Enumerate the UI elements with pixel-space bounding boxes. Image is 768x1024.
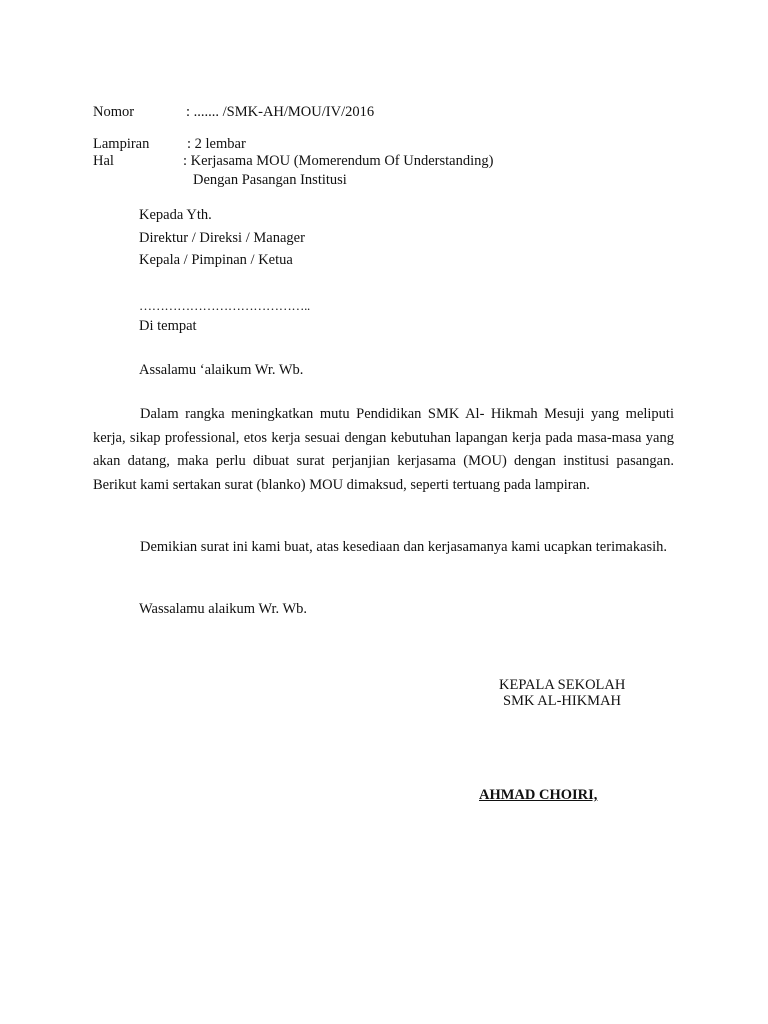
- closing: Wassalamu alaikum Wr. Wb.: [139, 601, 308, 617]
- hal-value-line1: : Kerjasama MOU (Momerendum Of Understanding): [183, 153, 494, 169]
- body-paragraph-2-text: Demikian surat ini kami buat, atas kesediaan dan kerjasamanya kami ucapkan terimakasih.: [140, 539, 668, 555]
- nomor-value: : ....... /SMK-AH/MOU/IV/2016: [186, 104, 375, 120]
- lampiran-value: : 2 lembar: [187, 136, 246, 152]
- recipient-line3: Kepala / Pimpinan / Ketua: [139, 252, 293, 268]
- nomor-label: Nomor: [93, 104, 135, 120]
- body-paragraph-2: [93, 536, 674, 560]
- recipient-line1: Kepada Yth.: [139, 207, 212, 223]
- recipient-dots: …………………………………..: [139, 298, 311, 313]
- signature-title-line2: SMK AL-HIKMAH: [503, 693, 622, 709]
- hal-value-line2: Dengan Pasangan Institusi: [193, 172, 347, 188]
- lampiran-label: Lampiran: [93, 136, 150, 152]
- hal-label: Hal: [93, 153, 114, 169]
- body-paragraph-1: [93, 403, 674, 497]
- recipient-location: Di tempat: [139, 318, 197, 334]
- recipient-line2: Direktur / Direksi / Manager: [139, 230, 305, 246]
- signature-name: AHMAD CHOIRI,: [479, 787, 598, 803]
- greeting: Assalamu ‘alaikum Wr. Wb.: [139, 362, 304, 378]
- signature-title-line1: KEPALA SEKOLAH: [499, 677, 626, 693]
- body-paragraph-1-text: Dalam rangka meningkatkan mutu Pendidikan SMK Al- Hikmah Mesuji yang meliputi kerja, sikap professional, etos kerja sesuai dengan kebutuhan lapangan kerja pada masa-masa yang akan datang, maka perlu dibuat surat perjanjian kerjasama (MOU) dengan institusi pasangan. Berikut kami sertakan surat (blanko) MOU dimaksud, seperti tertuang pada lampiran.: [93, 406, 674, 493]
